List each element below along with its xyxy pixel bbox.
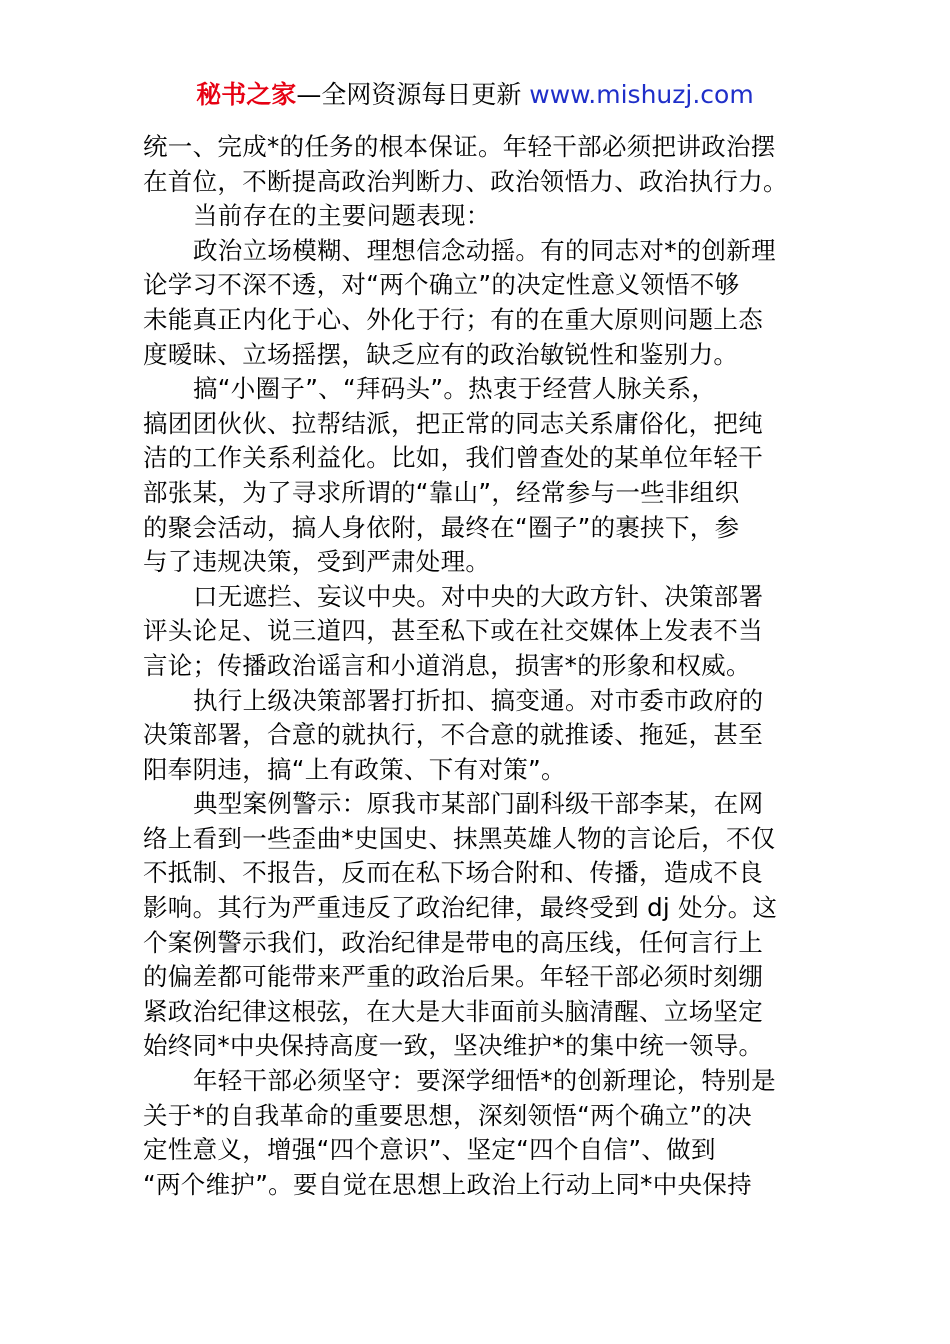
text-line: 年轻干部必须坚守：要深学细悟*的创新理论，特别是 [193, 1066, 776, 1096]
text-line: 个案例警示我们，政治纪律是带电的高压线，任何言行上 [143, 927, 763, 957]
text-line: 未能真正内化于心、外化于行；有的在重大原则问题上态 [143, 304, 763, 334]
header-tagline: —全网资源每日更新 [296, 80, 530, 109]
text-line: 政治立场模糊、理想信念动摇。有的同志对*的创新理 [193, 235, 776, 265]
text-line: 在首位，不断提高政治判断力、政治领悟力、政治执行力。 [143, 166, 788, 196]
text-line: 搞“小圈子”、“拜码头”。热衷于经营人脉关系， [193, 374, 717, 404]
text-line: 统一、完成*的任务的根本保证。年轻干部必须把讲政治摆 [143, 132, 776, 161]
text-line: “两个维护”。要自觉在思想上政治上行动上同*中央保持 [143, 1169, 752, 1199]
text-line: 口无遮拦、妄议中央。对中央的大政方针、决策部署 [193, 581, 764, 611]
text-line: 阳奉阴违，搞“上有政策、下有对策”。 [143, 754, 566, 784]
text-line: 始终同*中央保持高度一致，坚决维护*的集中统一领导。 [143, 1031, 764, 1061]
text-line: 部张某，为了寻求所谓的“靠山”，经常参与一些非组织 [143, 477, 740, 507]
text-line: 决策部署，合意的就执行，不合意的就推诿、拖延，甚至 [143, 720, 763, 750]
text-line: 洁的工作关系利益化。比如，我们曾查处的某单位年轻干 [143, 443, 763, 473]
text-line: 关于*的自我革命的重要思想，深刻领悟“两个确立”的决 [143, 1100, 752, 1130]
text-line: 度暧昧、立场摇摆，缺乏应有的政治敏锐性和鉴别力。 [143, 339, 739, 369]
text-line: 络上看到一些歪曲*史国史、抹黑英雄人物的言论后，不仅 [143, 823, 776, 853]
text-line: 的偏差都可能带来严重的政治后果。年轻干部必须时刻绷 [143, 962, 763, 992]
text-line: 搞团团伙伙、拉帮结派，把正常的同志关系庸俗化，把纯 [143, 408, 763, 438]
text-line: 言论；传播政治谣言和小道消息，损害*的形象和权威。 [143, 650, 751, 680]
text-line: 不抵制、不报告，反而在私下场合附和、传播，造成不良 [143, 858, 763, 888]
brand-name: 秘书之家 [196, 80, 297, 109]
text-line: 紧政治纪律这根弦，在大是大非面前头脑清醒、立场坚定 [143, 996, 763, 1026]
document-body [143, 130, 807, 1202]
text-line: 当前存在的主要问题表现： [193, 201, 491, 231]
text-line: 评头论足、说三道四，甚至私下或在社交媒体上发表不当 [143, 616, 763, 646]
text-line: 论学习不深不透，对“两个确立”的决定性意义领悟不够 [143, 270, 740, 300]
text-line: 与了违规决策，受到严肃处理。 [143, 547, 491, 577]
text-line: 的聚会活动，搞人身依附，最终在“圈子”的裹挟下，参 [143, 512, 740, 542]
text-line: 定性意义，增强“四个意识”、坚定“四个自信”、做到 [143, 1135, 716, 1165]
page-header [0, 78, 950, 112]
text-line: 执行上级决策部署打折扣、搞变通。对市委市政府的 [193, 685, 764, 715]
site-url-link[interactable]: www.mishuzj.com [529, 80, 754, 109]
text-line: 典型案例警示：原我市某部门副科级干部李某，在网 [193, 789, 764, 819]
text-line: 影响。其行为严重违反了政治纪律，最终受到 dj 处分。这 [143, 893, 778, 923]
